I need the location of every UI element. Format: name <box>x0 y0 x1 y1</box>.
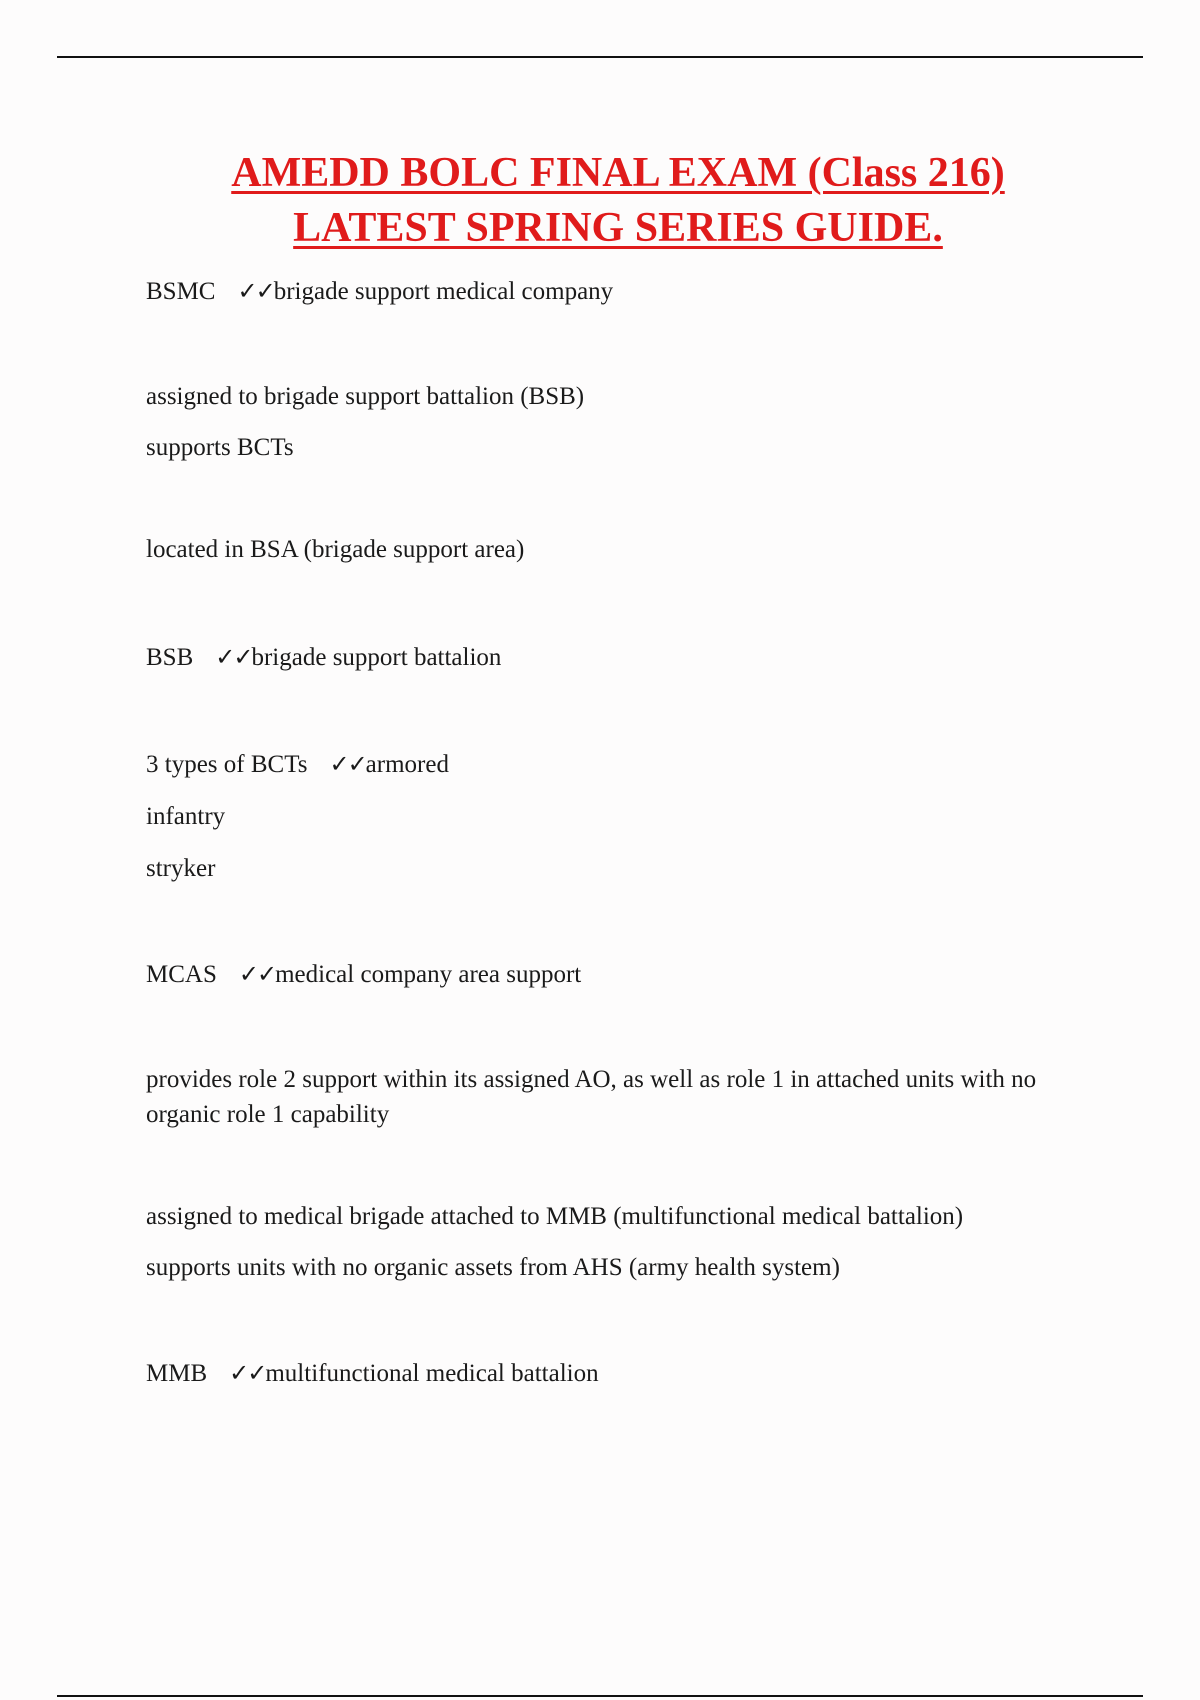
flashcard-mmb <box>146 1356 599 1391</box>
note-line: stryker <box>146 855 216 882</box>
term-label: MCAS <box>146 961 217 988</box>
double-check-icon: ✓✓ <box>215 643 252 671</box>
note-line: assigned to brigade support battalion (BSB) <box>146 383 585 410</box>
flashcard-bsmc <box>146 274 613 309</box>
double-check-icon: ✓✓ <box>238 960 276 988</box>
term-definition: multifunctional medical battalion <box>265 1360 599 1387</box>
term-definition: brigade support battalion <box>251 644 502 671</box>
double-check-icon: ✓✓ <box>237 277 274 305</box>
term-label: BSB <box>146 644 194 671</box>
term-label: MMB <box>146 1360 208 1387</box>
title-line-1: AMEDD BOLC FINAL EXAM (Class 216) <box>231 150 1005 196</box>
note-line: located in BSA (brigade support area) <box>146 536 525 563</box>
term-definition: brigade support medical company <box>273 278 614 305</box>
note-line: assigned to medical brigade attached to MMB (multifunctional medical battalion) <box>146 1203 964 1230</box>
note-line: supports BCTs <box>146 434 294 461</box>
double-check-icon: ✓✓ <box>329 750 366 778</box>
note-line: supports units with no organic assets from AHS (army health system) <box>146 1254 840 1281</box>
term-label: BSMC <box>146 278 216 305</box>
double-check-icon: ✓✓ <box>229 1359 266 1387</box>
flashcard-mcas <box>146 957 581 992</box>
title-line-2: LATEST SPRING SERIES GUIDE. <box>293 205 943 251</box>
document-title <box>0 146 1200 256</box>
note-line: infantry <box>146 803 226 830</box>
flashcard-bct-types <box>146 747 449 782</box>
term-definition: armored <box>365 751 449 778</box>
header-rule <box>57 56 1143 58</box>
footer-rule <box>57 1695 1143 1697</box>
note-paragraph: provides role 2 support within its assigned AO, as well as role 1 in attached units with no organic role 1 capability <box>146 1066 1037 1128</box>
term-label: 3 types of BCTs <box>146 751 308 778</box>
term-definition: medical company area support <box>275 961 582 988</box>
flashcard-bsb <box>146 640 501 675</box>
